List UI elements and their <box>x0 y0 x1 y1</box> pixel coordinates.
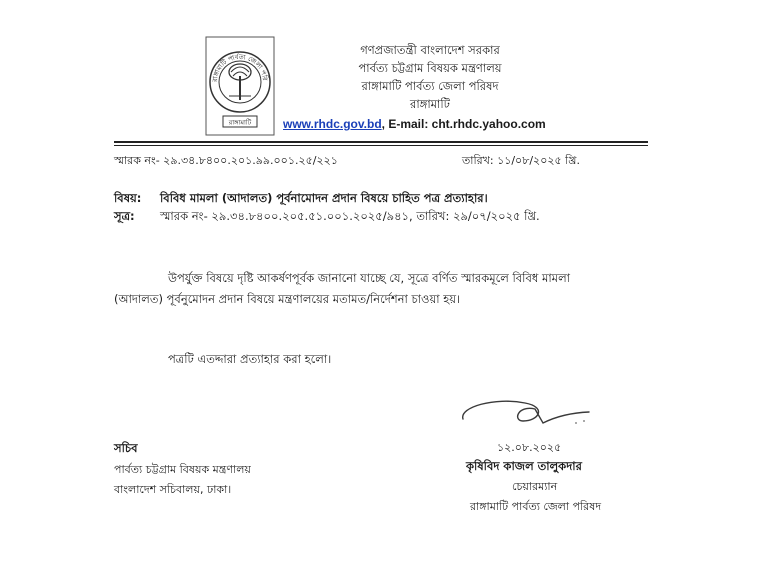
handwritten-signature <box>455 393 595 435</box>
signatory-office: রাঙ্গামাটি পার্বত্য জেলা পরিষদ <box>470 500 602 513</box>
body-paragraph-1-line-2: (আদালত) পূর্বনুমোদন প্রদান বিষয়ে মন্ত্রণালয়ের মতামত/নির্দেশনা চাওয়া হয়। <box>114 292 461 306</box>
seal-emblem-icon <box>205 36 275 136</box>
signatory-name: কৃষিবিদ কাজল তালুকদার <box>466 459 582 473</box>
body-paragraph-1-line-1: উপর্যুক্ত বিষয়ে দৃষ্টি আকর্ষণপূর্বক জানানো যাচ্ছে যে, সূত্রে বর্ণিত স্মারকমূলে বিবিধ মামলা <box>168 271 570 285</box>
subject-text: বিবিধ মামলা (আদালত) পূর্বনামোদন প্রদান বিষয়ে চাহিত পত্র প্রত্যাহার। <box>160 191 488 205</box>
reference-text: স্মারক নং- ২৯.৩৪.৮৪০০.২০৫.৫১.০০১.২০২৫/৯৪১, তারিখ: ২৯/০৭/২০২৫ খ্রি. <box>160 209 540 223</box>
website-link[interactable]: www.rhdc.gov.bd <box>283 117 382 131</box>
reference-label: সূত্র: <box>114 209 135 223</box>
memo-reference-number: স্মারক নং- ২৯.৩৪.৮৪০০.২০১.৯৯.০০১.২৫/২২১ <box>114 154 338 167</box>
signature-date: ১২.০৮.২০২৫ <box>497 441 562 454</box>
header-divider <box>114 141 648 143</box>
header-city: রাঙ্গামাটি <box>410 97 450 111</box>
seal-bottom-label: রাঙ্গামাটি <box>228 118 252 127</box>
header-council: রাঙ্গামাটি পার্বত্য জেলা পরিষদ <box>361 79 499 93</box>
seal-ring-text: রাঙ্গামাটি পার্বত্য জেলা পরি <box>210 52 270 83</box>
recipient-ministry: পার্বত্য চট্টগ্রাম বিষয়ক মন্ত্রণালয় <box>114 463 251 476</box>
council-seal-logo <box>205 36 275 136</box>
email-text: , E-mail: cht.rhdc.yahoo.com <box>381 117 546 131</box>
header-ministry: পার্বত্য চট্টগ্রাম বিষয়ক মন্ত্রণালয় <box>358 61 502 75</box>
body-paragraph-2: পত্রটি এতদ্দারা প্রত্যাহার করা হলো। <box>168 352 332 366</box>
signatory-designation: চেয়ারম্যান <box>512 480 558 493</box>
header-government: গণপ্রজাতন্ত্রী বাংলাদেশ সরকার <box>360 43 500 57</box>
memo-date: তারিখ: ১১/০৮/২০২৫ খ্রি. <box>462 154 580 167</box>
contact-line <box>283 117 546 131</box>
recipient-address: বাংলাদেশ সচিবালয়, ঢাকা। <box>114 483 232 496</box>
subject-label: বিষয়: <box>114 191 142 205</box>
header-divider-thin <box>114 145 648 146</box>
recipient-title: সচিব <box>114 441 138 455</box>
